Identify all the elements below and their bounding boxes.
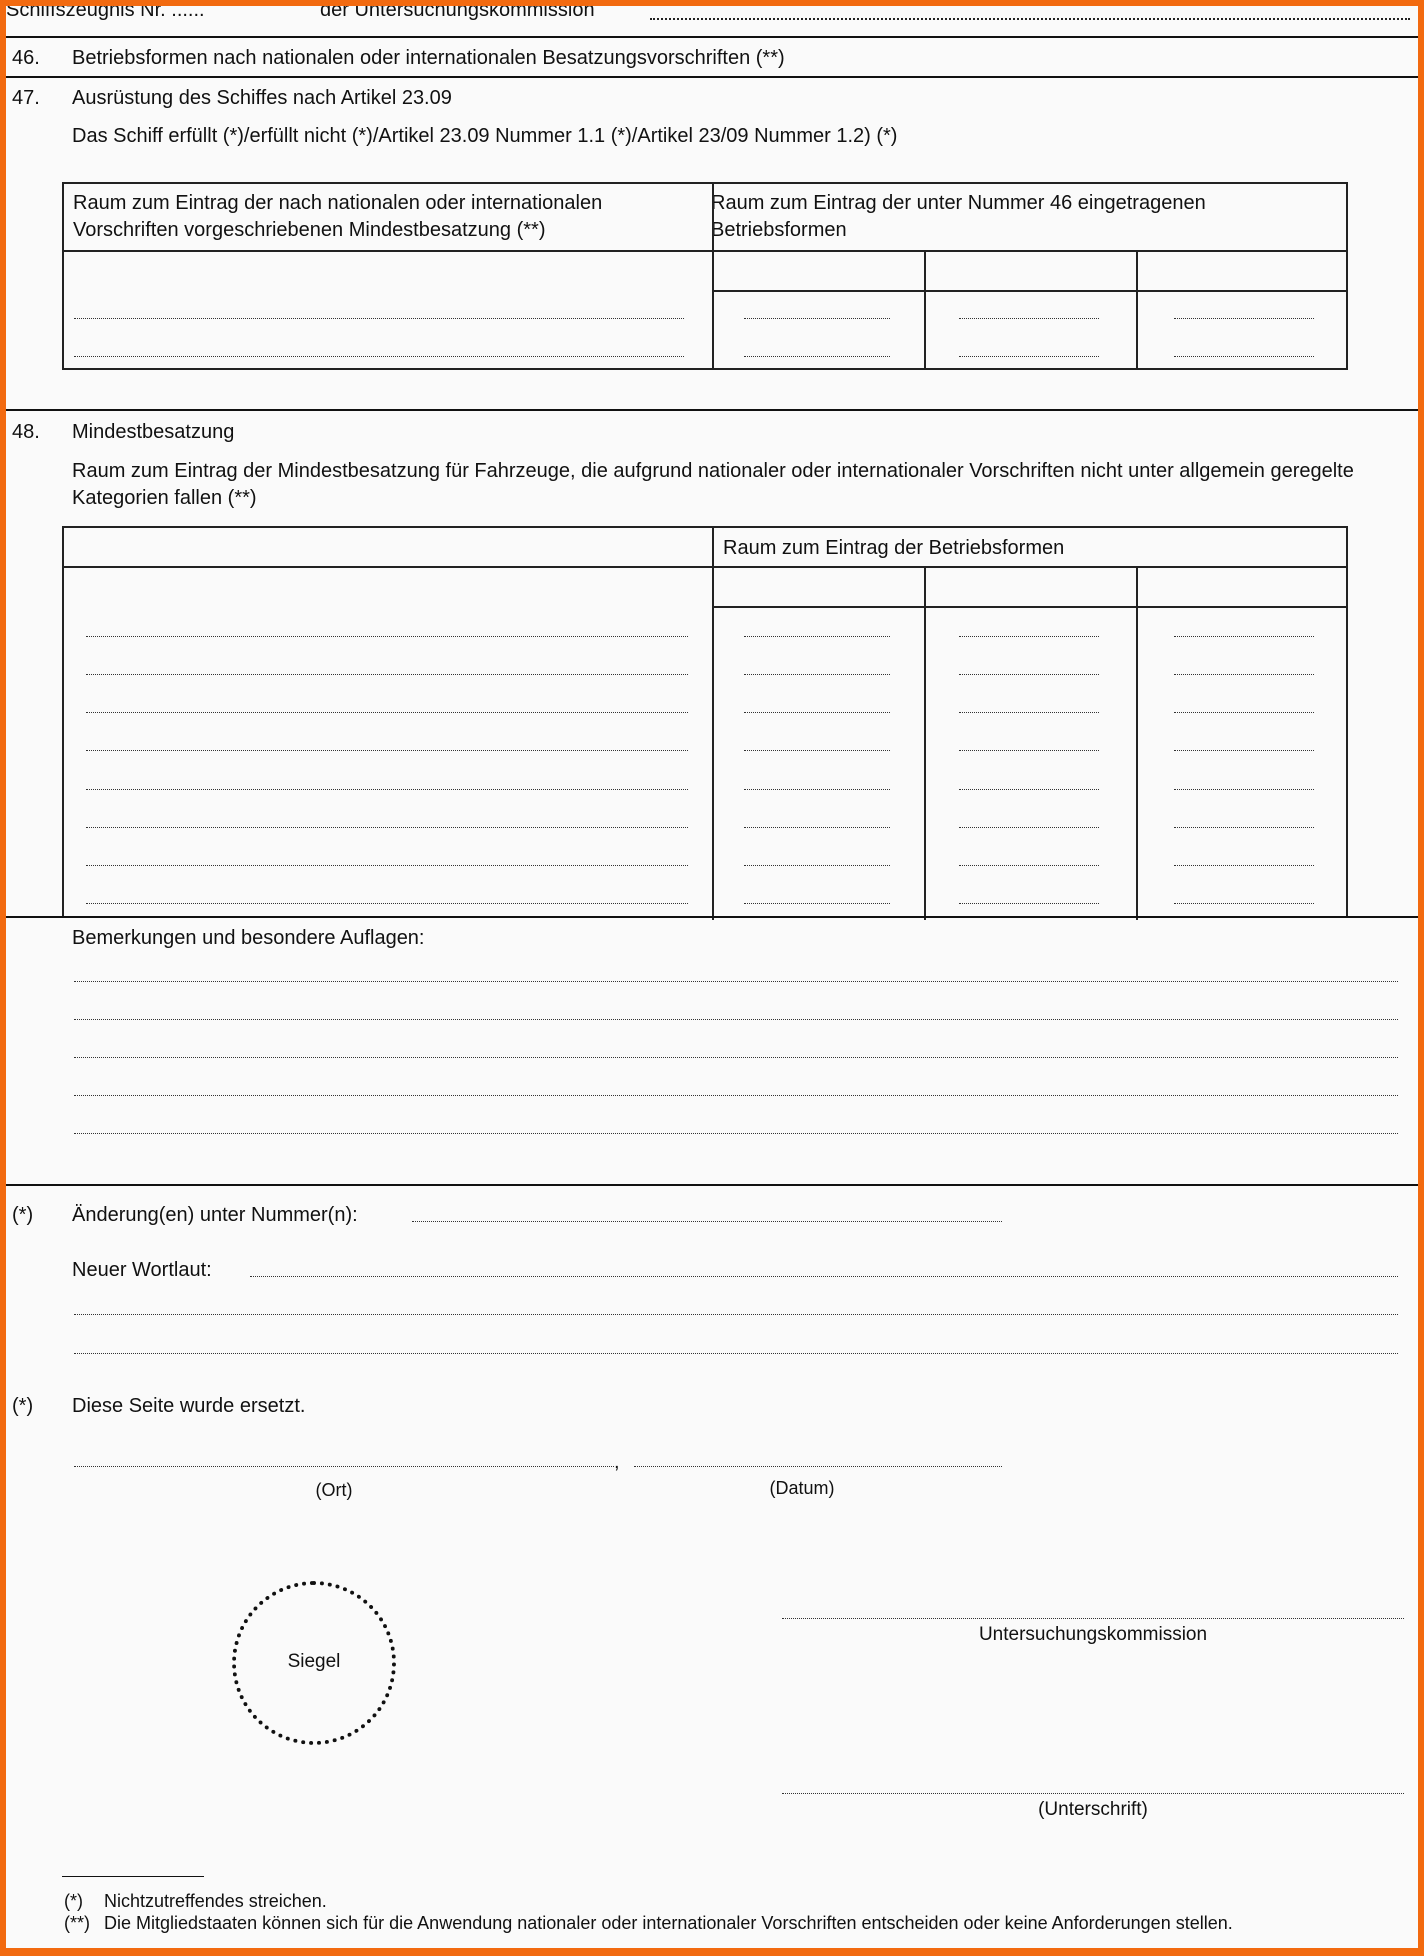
divider [6,76,1418,78]
commission-header-label: der Untersuchungskommission [320,0,595,21]
section-48-title: Mindestbesatzung [72,421,235,443]
new-wording-field-2[interactable] [74,1314,1398,1315]
footnote-2-marker: (**) [64,1913,90,1933]
operation-form-3-field[interactable] [1174,750,1314,751]
operation-form-2-field[interactable] [959,789,1099,790]
new-wording-field-1[interactable] [250,1276,1398,1277]
operation-form-2-field[interactable] [959,903,1099,904]
remarks-field-2[interactable] [74,1019,1398,1020]
operation-form-2-field[interactable] [959,827,1099,828]
operation-form-3-field-2[interactable] [1174,356,1314,357]
row-divider [64,566,1346,568]
column-divider [712,528,714,920]
signature-label: (Unterschrift) [1038,1799,1148,1820]
table-47-col1-header: Raum zum Eintrag der nach nationalen oder internationalen Vorschriften vorgeschriebenen Mindestbesatzung (**) [73,192,603,241]
seal-label: Siegel [287,1651,341,1672]
crew-entry-field-2[interactable] [86,674,688,675]
crew-entry-field-5[interactable] [86,789,688,790]
section-46-number: 46. [12,47,40,69]
crew-entry-field-1[interactable] [86,636,688,637]
divider [6,1184,1418,1186]
operation-form-2-field[interactable] [959,750,1099,751]
section-47-title: Ausrüstung des Schiffes nach Artikel 23.09 [72,87,452,109]
operation-form-2-field-1[interactable] [959,318,1099,319]
date-field[interactable] [634,1466,1002,1467]
column-divider [1136,250,1138,368]
section-47-number: 47. [12,87,40,109]
commission-label: Untersuchungskommission [978,1624,1208,1645]
min-crew-field-1[interactable] [74,318,684,319]
remarks-field-5[interactable] [74,1133,1398,1134]
operation-form-2-field[interactable] [959,865,1099,866]
operation-form-1-field[interactable] [744,750,890,751]
row-divider [64,250,1346,252]
remarks-field-3[interactable] [74,1057,1398,1058]
operation-form-1-field[interactable] [744,827,890,828]
signature-field[interactable] [782,1793,1404,1794]
operation-form-1-field[interactable] [744,789,890,790]
divider [6,409,1418,411]
section-48-number: 48. [12,421,40,443]
row-divider [712,606,1346,608]
section-46-title: Betriebsformen nach nationalen oder internationalen Besatzungsvorschriften (**) [72,47,785,69]
footnote-1 [64,1890,327,1912]
footnote-1-text: Nichtzutreffendes streichen. [104,1891,327,1911]
column-divider [924,250,926,368]
operation-form-3-field[interactable] [1174,712,1314,713]
footnote-2-text: Die Mitgliedstaaten können sich für die Anwendung nationaler oder internationaler Vorschriften entscheiden oder keine Anforderungen stellen. [104,1913,1233,1933]
operation-form-3-field[interactable] [1174,865,1314,866]
operation-form-3-field[interactable] [1174,674,1314,675]
column-divider [1136,566,1138,920]
commission-header-field[interactable] [650,18,1410,20]
operation-form-1-field[interactable] [744,674,890,675]
table-48-col2-header: Raum zum Eintrag der Betriebsformen [723,537,1065,559]
operation-form-3-field[interactable] [1174,636,1314,637]
footnote-separator [62,1876,204,1877]
row-divider [712,290,1346,292]
operation-form-1-field-1[interactable] [744,318,890,319]
column-divider [924,566,926,920]
crew-entry-field-3[interactable] [86,712,688,713]
crew-entry-field-6[interactable] [86,827,688,828]
commission-signature-field[interactable] [782,1618,1404,1619]
operation-form-3-field[interactable] [1174,789,1314,790]
table-47-col2-header: Raum zum Eintrag der unter Nummer 46 eingetragenen Betriebsformen [711,192,1206,241]
changes-field[interactable] [412,1221,1002,1222]
replacement-text: Diese Seite wurde ersetzt. [72,1395,306,1417]
min-crew-field-2[interactable] [74,356,684,357]
footnote-1-marker: (*) [64,1891,83,1911]
crew-entry-field-7[interactable] [86,865,688,866]
remarks-label: Bemerkungen und besondere Auflagen: [72,927,425,949]
date-label: (Datum) [769,1478,835,1498]
section-47-statement: Das Schiff erfüllt (*)/erfüllt nicht (*)/Artikel 23.09 Nummer 1.1 (*)/Artikel 23/09 Nummer 1.2) (*) [72,125,898,147]
operation-form-3-field-1[interactable] [1174,318,1314,319]
operation-form-2-field[interactable] [959,636,1099,637]
date-label-wrap [634,1478,970,1499]
operation-form-1-field-2[interactable] [744,356,890,357]
operation-form-3-field[interactable] [1174,903,1314,904]
new-wording-field-3[interactable] [74,1353,1398,1354]
crew-entry-field-8[interactable] [86,903,688,904]
place-date-separator: , [614,1451,620,1473]
replacement-marker: (*) [12,1395,34,1417]
remarks-field-4[interactable] [74,1095,1398,1096]
column-divider [712,184,714,368]
section-48-description: Raum zum Eintrag der Mindestbesatzung für Fahrzeuge, die aufgrund nationaler oder internationaler Vorschriften nicht unter allgemein geregelte Kategorien fallen (**) [72,460,1354,509]
changes-label: Änderung(en) unter Nummer(n): [72,1204,358,1226]
divider [6,916,1418,918]
operation-form-2-field-2[interactable] [959,356,1099,357]
operation-form-2-field[interactable] [959,712,1099,713]
crew-entry-field-4[interactable] [86,750,688,751]
divider [6,36,1418,38]
footnote-2 [64,1912,1233,1934]
operation-form-1-field[interactable] [744,865,890,866]
place-label-wrap [74,1480,594,1501]
amendment-marker: (*) [12,1204,34,1226]
operation-form-1-field[interactable] [744,903,890,904]
operation-form-2-field[interactable] [959,674,1099,675]
new-wording-label: Neuer Wortlaut: [72,1259,212,1281]
operation-form-3-field[interactable] [1174,827,1314,828]
certificate-number-label: Schiffszeugnis Nr. ...... [6,0,205,21]
place-label: (Ort) [315,1480,353,1500]
place-field[interactable] [74,1466,614,1467]
operation-form-1-field[interactable] [744,636,890,637]
section-48-table [62,526,1348,918]
operation-form-1-field[interactable] [744,712,890,713]
remarks-field-1[interactable] [74,981,1398,982]
section-47-table [62,182,1348,370]
